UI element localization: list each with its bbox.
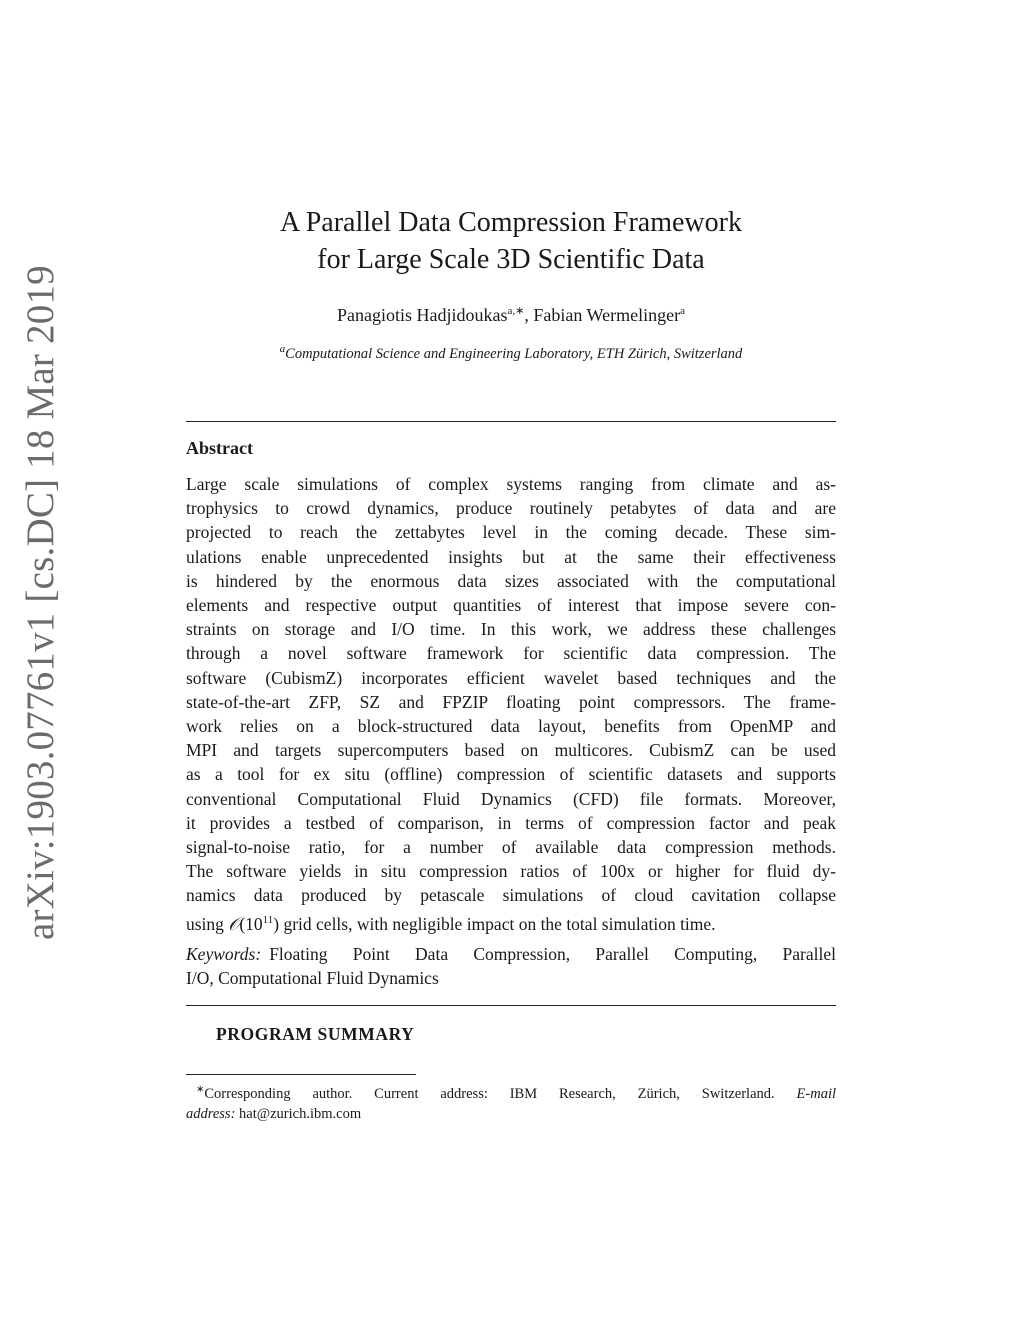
abstract-text: grid cells, with negligible impact on the total simulation time.: [279, 913, 716, 934]
footnote-email-label: E-mail: [796, 1085, 836, 1102]
abstract-line: The software yields in situ compression ratios of 100x or higher for fluid dy-: [186, 861, 836, 882]
affiliation: [186, 343, 836, 363]
keywords-label: Keywords:: [186, 944, 262, 964]
author-list: [186, 304, 836, 326]
abstract-line: software (CubismZ) incorporates efficient wavelet based techniques and the: [186, 667, 836, 688]
keywords: [186, 942, 836, 990]
abstract-line: through a novel software framework for scientific data compression. The: [186, 643, 836, 664]
big-o-exponent: 11: [262, 913, 274, 926]
footnote-rule: [186, 1074, 416, 1075]
footnote: [186, 1080, 836, 1124]
abstract-line: namics data produced by petascale simulations of cloud cavitation collapse: [186, 885, 836, 906]
footnote-text: Corresponding author. Current address: IBM Research, Zürich, Switzerland.: [204, 1085, 775, 1102]
keywords-line-2: I/O, Computational Fluid Dynamics: [186, 968, 439, 989]
footnote-line-1: [186, 1080, 836, 1104]
footnote-mark: ∗: [196, 1084, 205, 1095]
abstract-text: using: [186, 913, 229, 934]
big-o-close: ): [273, 913, 280, 934]
abstract-line: trophysics to crowd dynamics, produce routinely petabytes of data and are: [186, 498, 836, 519]
abstract-line: conventional Computational Fluid Dynamics (CFD) file formats. Moreover,: [186, 788, 836, 809]
abstract-line: as a tool for ex situ (offline) compression of scientific datasets and supports: [186, 764, 836, 785]
author-affiliation-mark: a,∗: [507, 305, 525, 317]
footnote-line-2: [186, 1104, 836, 1124]
abstract-line: MPI and targets supercomputers based on multicores. CubismZ can be used: [186, 740, 836, 761]
top-rule: [186, 421, 836, 422]
author-name: Fabian Wermelinger: [533, 305, 681, 325]
author-name: Panagiotis Hadjidoukas: [337, 305, 508, 325]
big-o-base: (10: [239, 913, 263, 934]
abstract-line: Large scale simulations of complex systems ranging from climate and as-: [186, 474, 836, 494]
title-line-2: for Large Scale 3D Scientific Data: [317, 244, 705, 275]
big-o-symbol: 𝒪: [228, 913, 240, 934]
abstract-line: straints on storage and I/O time. In this work, we address these challenges: [186, 619, 836, 640]
author-affiliation-mark: a: [680, 305, 685, 317]
abstract-line: ulations enable unprecedented insights but at the same their effectiveness: [186, 546, 836, 567]
abstract-line: signal-to-noise ratio, for a number of available data compression methods.: [186, 837, 836, 858]
arxiv-identifier: arXiv:1903.07761v1 [cs.DC] 18 Mar 2019: [19, 265, 62, 940]
abstract-line: projected to reach the zettabytes level in the coming decade. These sim-: [186, 522, 836, 543]
abstract-line: elements and respective output quantities of interest that impose severe con-: [186, 595, 836, 616]
keywords-text: Floating Point Data Compression, Parallel Computing, Parallel: [269, 944, 836, 964]
bottom-rule: [186, 1005, 836, 1006]
abstract-line: is hindered by the enormous data sizes associated with the computational: [186, 570, 836, 591]
author-separator: ,: [524, 305, 534, 325]
title-line-1: A Parallel Data Compression Framework: [280, 207, 742, 238]
keywords-line-1: [186, 942, 836, 966]
abstract-last-line: [186, 908, 836, 936]
footnote-email[interactable]: hat@zurich.ibm.com: [239, 1105, 362, 1122]
abstract-line: it provides a testbed of comparison, in terms of compression factor and peak: [186, 812, 836, 833]
abstract-lines: [186, 472, 836, 908]
affiliation-mark: a: [279, 343, 286, 355]
footnote-email-label: address:: [186, 1105, 236, 1122]
affiliation-text: Computational Science and Engineering Laboratory, ETH Zürich, Switzerland: [285, 345, 743, 362]
paper-title: [186, 204, 836, 278]
abstract-line: state-of-the-art ZFP, SZ and FPZIP floating point compressors. The frame-: [186, 691, 836, 712]
section-heading-program-summary: PROGRAM SUMMARY: [216, 1024, 415, 1044]
abstract-heading: Abstract: [186, 438, 253, 458]
abstract-body: [186, 472, 836, 936]
abstract-line: work relies on a block-structured data layout, benefits from OpenMP and: [186, 716, 836, 737]
